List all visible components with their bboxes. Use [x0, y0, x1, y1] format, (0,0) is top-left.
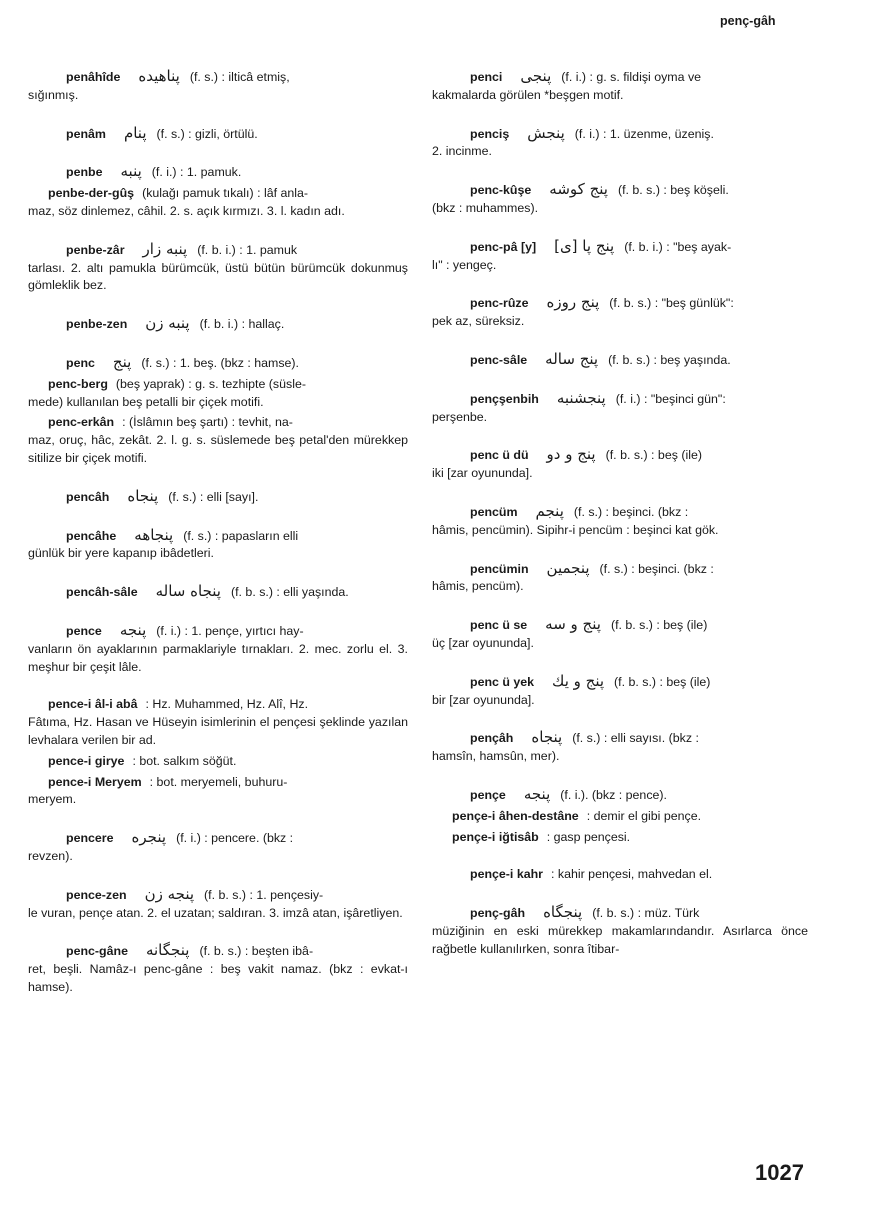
entry-definition: : demir el gibi pençe. — [586, 808, 702, 823]
entry-first-line — [28, 753, 408, 771]
entry-definition: (beş yaprak) : g. s. tezhipte (süsle- — [115, 376, 306, 391]
entry-definition: (f. i.) : pencere. (bkz : — [176, 831, 294, 846]
dictionary-entry — [432, 446, 808, 483]
dictionary-entry — [432, 351, 808, 370]
entry-arabic-script: پنج پا [ى] — [554, 236, 615, 255]
entry-headword: penc-berg — [48, 376, 108, 391]
dictionary-entry — [432, 181, 808, 218]
dictionary-entry — [28, 315, 408, 334]
entry-arabic-script: پنجاه — [531, 728, 563, 747]
entry-definition: : gasp pençesi. — [546, 829, 631, 844]
entry-headword: penci — [470, 70, 503, 84]
entry-definition: (f. i.) : "beşinci gün": — [615, 391, 726, 406]
entry-definition: (f. i.) : g. s. fildişi oyma ve — [561, 70, 702, 84]
entry-headword: penâm — [66, 126, 106, 141]
entry-definition-continued: 2. incinme. — [432, 144, 492, 159]
dictionary-entry — [28, 241, 408, 295]
dictionary-entry — [28, 68, 408, 105]
entry-headword: penc-pâ [y] — [470, 239, 537, 254]
entry-arabic-script: پنجی — [520, 67, 552, 85]
entry-definition-continued: hâmis, pencüm). — [432, 579, 524, 594]
entry-first-line — [28, 622, 408, 641]
entry-definition-continued: iki [zar oyununda]. — [432, 466, 533, 481]
entry-headword: penc ü dü — [470, 448, 529, 463]
entry-definition: (f. s.) : 1. beş. (bkz : hamse). — [141, 355, 299, 370]
entry-first-line — [28, 315, 408, 334]
entry-definition: : Hz. Muhammed, Hz. Alî, Hz. — [145, 697, 309, 712]
dictionary-entry — [28, 354, 408, 373]
entry-first-line — [28, 488, 408, 507]
entry-headword: pencâh — [66, 489, 110, 504]
entry-headword: penc-kûşe — [470, 183, 532, 198]
dictionary-entry — [28, 696, 408, 749]
entry-first-line — [432, 866, 808, 884]
right-column — [432, 68, 808, 979]
entry-first-line — [432, 238, 808, 257]
entry-definition-continued: hamsîn, hamsûn, mer). — [432, 749, 560, 764]
entry-headword: penbe-zen — [66, 317, 128, 332]
entry-definition-continued: lı" : yengeç. — [432, 257, 497, 272]
entry-definition: (f. b. s.) : 1. pençesiy- — [204, 887, 324, 902]
entry-headword: pence — [66, 623, 102, 638]
entry-definition-continued: meryem. — [28, 792, 77, 807]
entry-arabic-script: پنجشنبه — [556, 388, 606, 407]
entry-arabic-script: پنجه زن — [144, 884, 195, 903]
entry-definition-continued: tarlası. 2. altı pamukla bürümcük, üstü bütün bürümcük dokunmuş gömleklik bez. — [28, 260, 408, 293]
entry-headword: pencâh-sâle — [66, 585, 138, 600]
entry-definition: (f. s.) : elli sayısı. (bkz : — [572, 731, 699, 746]
entry-definition: (f. s.) : papasların elli — [183, 528, 299, 543]
entry-arabic-script: پنبه — [120, 162, 142, 181]
entry-definition: : (İslâmın beş şartı) : tevhit, na- — [122, 415, 293, 430]
entry-first-line — [432, 294, 808, 313]
entry-definition: : kahir pençesi, mahvedan el. — [551, 867, 713, 882]
entry-headword: penbe-zâr — [66, 242, 125, 257]
entry-definition-continued: bir [zar oyununda]. — [432, 692, 535, 707]
dictionary-entry — [28, 829, 408, 866]
entry-headword: penâhîde — [66, 70, 121, 84]
entry-headword: pence-i Meryem — [48, 774, 142, 789]
entry-definition: (f. b. s.) : beş köşeli. — [617, 183, 729, 198]
entry-definition: (f. s.) : beşinci. (bkz : — [573, 504, 689, 519]
dictionary-entry — [432, 560, 808, 597]
entry-arabic-script: پنجاهه — [134, 525, 174, 544]
entry-first-line — [28, 886, 408, 905]
entry-headword: penc ü yek — [470, 674, 535, 689]
entry-arabic-script: پنج روزه — [546, 293, 600, 312]
entry-first-line — [432, 729, 808, 748]
entry-definition: (f. i.) : 1. pençe, yırtıcı hay- — [156, 623, 304, 638]
entry-headword: pencümin — [470, 561, 529, 576]
entry-definition-continued: le vuran, pençe atan. 2. el uzatan; saldıran. 3. imzâ atan, işâretliyen. — [28, 905, 403, 920]
entry-definition: : bot. salkım söğüt. — [132, 753, 237, 768]
entry-definition: (f. b. s.) : beşten ibâ- — [199, 944, 314, 959]
entry-first-line — [432, 390, 808, 409]
entry-definition-continued: maz, söz dinlemez, câhil. 2. s. açık kırmızı. 3. l. kadın adı. — [28, 203, 345, 218]
dictionary-entry — [28, 185, 408, 221]
entry-headword: penc-erkân — [48, 415, 115, 430]
entry-first-line — [432, 181, 808, 200]
entry-headword: penbe-der-gûş — [48, 186, 135, 201]
entry-definition: (f. b. s.) : beş (ile) — [614, 674, 711, 689]
entry-definition: (f. b. s.) : müz. Türk — [592, 906, 700, 921]
entry-definition-continued: üç [zar oyununda]. — [432, 635, 534, 650]
entry-headword: pence-zen — [66, 887, 127, 902]
dictionary-entry — [432, 673, 808, 710]
entry-first-line — [432, 808, 808, 826]
entry-headword: penc-sâle — [470, 352, 528, 367]
entry-headword: penc — [66, 355, 95, 370]
dictionary-entry — [28, 753, 408, 771]
entry-first-line — [432, 503, 808, 522]
entry-headword: pence-i girye — [48, 753, 125, 768]
page-number: 1027 — [755, 1160, 804, 1185]
entry-arabic-script: پنام — [123, 123, 147, 142]
entry-first-line — [28, 527, 408, 546]
dictionary-entry — [28, 125, 408, 144]
entry-definition: (f. b. s.) : elli yaşında. — [230, 585, 349, 600]
entry-headword: pencüm — [470, 504, 518, 519]
entry-first-line — [432, 616, 808, 635]
dictionary-entry — [432, 904, 808, 958]
entry-definition-continued: sığınmış. — [28, 87, 79, 102]
entry-first-line — [432, 904, 808, 923]
dictionary-entry — [28, 886, 408, 923]
entry-definition: : bot. meryemeli, buhuru- — [149, 774, 288, 789]
dictionary-entry — [28, 622, 408, 676]
entry-definition: (f. i.) : 1. üzenme, üzeniş. — [574, 126, 714, 141]
entry-definition-continued: ret, beşli. Namâz-ı penc-gâne : beş vakit namaz. (bkz : evkat-ı hamse). — [28, 962, 408, 994]
entry-definition-continued: revzen). — [28, 848, 73, 863]
entry-first-line — [28, 241, 408, 260]
entry-definition-continued: vanların ön ayaklarının parmaklariyle tırnakları. 2. mec. zorlu el. 3. meşhur bir çeşit lâle. — [28, 641, 408, 674]
entry-first-line — [432, 351, 808, 370]
entry-headword: pençe-i kahr — [470, 867, 543, 882]
left-column — [28, 68, 408, 1017]
entry-headword: penç-gâh — [470, 906, 526, 921]
entry-arabic-script: پنجگانه — [145, 941, 190, 960]
entry-arabic-script: پنجاه — [127, 486, 159, 505]
dictionary-entry — [28, 942, 408, 996]
entry-definition-continued: perşenbe. — [432, 409, 488, 424]
dictionary-entry — [432, 786, 808, 805]
entry-first-line — [28, 163, 408, 182]
entry-arabic-script: پنجش — [527, 123, 565, 142]
entry-definition: (f. i.). (bkz : pence). — [560, 787, 667, 802]
dictionary-entry — [28, 774, 408, 810]
entry-definition: (f. s.) : ilticâ etmiş, — [189, 70, 290, 84]
entry-definition-continued: (bkz : muhammes). — [432, 200, 539, 215]
entry-headword: pence-i âl-i abâ — [48, 697, 138, 712]
entry-first-line — [28, 376, 408, 394]
entry-first-line — [28, 774, 408, 792]
entry-first-line — [28, 696, 408, 714]
entry-definition-continued: maz, oruç, hâc, zekât. 2. l. g. s. süslemede beş petal'den mürekkep sitilize bir çiçek motifi. — [28, 433, 408, 465]
dictionary-entry — [432, 829, 808, 847]
entry-definition-continued: günlük bir yere kapanıp ibâdetleri. — [28, 546, 214, 561]
entry-definition-continued: hâmis, pencümin). Sipihr-i pencüm : beşinci kat gök. — [432, 522, 719, 537]
entry-arabic-script: پنجاه ساله — [155, 582, 221, 601]
entry-definition: (f. i.) : 1. pamuk. — [151, 165, 242, 180]
entry-first-line — [28, 583, 408, 602]
entry-arabic-script: پنجره — [131, 828, 167, 847]
entry-headword: pençşenbih — [470, 391, 539, 406]
entry-definition-continued: kakmalarda görülen *beşgen motif. — [432, 87, 624, 102]
entry-definition-continued: pek az, süreksiz. — [432, 314, 525, 329]
entry-first-line — [432, 673, 808, 692]
entry-arabic-script: پنج و يك — [552, 671, 605, 690]
dictionary-entry — [432, 125, 808, 162]
entry-first-line — [432, 829, 808, 847]
entry-definition-continued: Fâtıma, Hz. Hasan ve Hüseyin isimlerinin el pençesi şeklinde yazılan levhalara verilen bir ad. — [28, 715, 408, 747]
entry-headword: pencâhe — [66, 528, 117, 543]
entry-arabic-script: پنجه — [523, 784, 551, 803]
entry-headword: pençe — [470, 787, 506, 802]
entry-arabic-script: پنج كوشه — [549, 180, 608, 199]
entry-headword: penc ü se — [470, 618, 528, 633]
dictionary-entry — [432, 390, 808, 427]
entry-headword: pençâh — [470, 731, 514, 746]
dictionary-entry — [28, 414, 408, 467]
entry-headword: pençe-i iğtisâb — [452, 829, 539, 844]
entry-arabic-script: پنجمين — [546, 558, 590, 577]
entry-definition-continued: mede) kullanılan beş petalli bir çiçek motifi. — [28, 394, 264, 409]
entry-first-line — [432, 560, 808, 579]
dictionary-entry — [432, 866, 808, 884]
entry-arabic-script: پنجه — [119, 620, 147, 639]
entry-definition: (f. b. s.) : "beş günlük": — [609, 296, 734, 311]
entry-definition: (f. b. i.) : 1. pamuk — [197, 242, 298, 257]
dictionary-entry — [432, 68, 808, 105]
dictionary-entry — [432, 729, 808, 766]
dictionary-entry — [432, 808, 808, 826]
entry-definition: (f. s.) : beşinci. (bkz : — [599, 561, 714, 576]
running-head: penç-gâh — [720, 14, 776, 28]
entry-definition: (f. b. s.) : beş (ile) — [610, 618, 708, 633]
entry-definition: (f. b. s.) : beş yaşında. — [608, 352, 731, 367]
entry-first-line — [432, 786, 808, 805]
dictionary-entry — [28, 527, 408, 564]
entry-first-line — [432, 446, 808, 465]
entry-arabic-script: پنجگاه — [543, 903, 583, 922]
entry-definition: (f. b. i.) : hallaç. — [199, 317, 285, 332]
entry-arabic-script: پنج و سه — [545, 615, 601, 634]
entry-first-line — [28, 125, 408, 144]
entry-arabic-script: پنج — [112, 352, 132, 371]
entry-headword: penc-rûze — [470, 296, 529, 311]
entry-arabic-script: پنبه زن — [145, 314, 190, 333]
entry-headword: pencere — [66, 831, 114, 846]
entry-headword: pençe-i âhen-destâne — [452, 808, 579, 823]
entry-definition: (kulağı pamuk tıkalı) : lâf anla- — [142, 186, 309, 201]
entry-first-line — [432, 68, 808, 87]
entry-first-line — [28, 185, 408, 203]
entry-arabic-script: پنج و دو — [546, 445, 596, 464]
dictionary-entry — [432, 294, 808, 331]
dictionary-entry — [28, 163, 408, 182]
dictionary-entry — [432, 616, 808, 653]
dictionary-entry — [28, 376, 408, 412]
entry-arabic-script: پناهیده — [138, 67, 180, 85]
entry-headword: penc-gâne — [66, 944, 128, 959]
entry-definition: (f. s.) : gizli, örtülü. — [156, 126, 258, 141]
entry-first-line — [28, 354, 408, 373]
dictionary-entry — [28, 583, 408, 602]
entry-headword: penbe — [66, 165, 103, 180]
entry-first-line — [28, 942, 408, 961]
entry-first-line — [432, 125, 808, 144]
dictionary-entry — [432, 238, 808, 275]
entry-arabic-script: پنج ساله — [545, 349, 599, 368]
entry-first-line — [28, 829, 408, 848]
entry-definition: (f. b. s.) : beş (ile) — [605, 448, 702, 463]
entry-definition: (f. s.) : elli [sayı]. — [168, 489, 259, 504]
dictionary-entry — [432, 503, 808, 540]
entry-first-line — [28, 414, 408, 432]
entry-definition: (f. b. i.) : "beş ayak- — [624, 239, 732, 254]
entry-arabic-script: پنجم — [535, 501, 564, 520]
entry-arabic-script: پنبه زار — [142, 239, 188, 258]
entry-first-line — [28, 68, 408, 87]
entry-definition-continued: müziğinin en eski mürekkep makamlarındandır. Asırlarca önce rağbetle kullanılırken, sonra îtibar- — [432, 923, 808, 956]
entry-headword: penciş — [470, 126, 510, 141]
dictionary-entry — [28, 488, 408, 507]
